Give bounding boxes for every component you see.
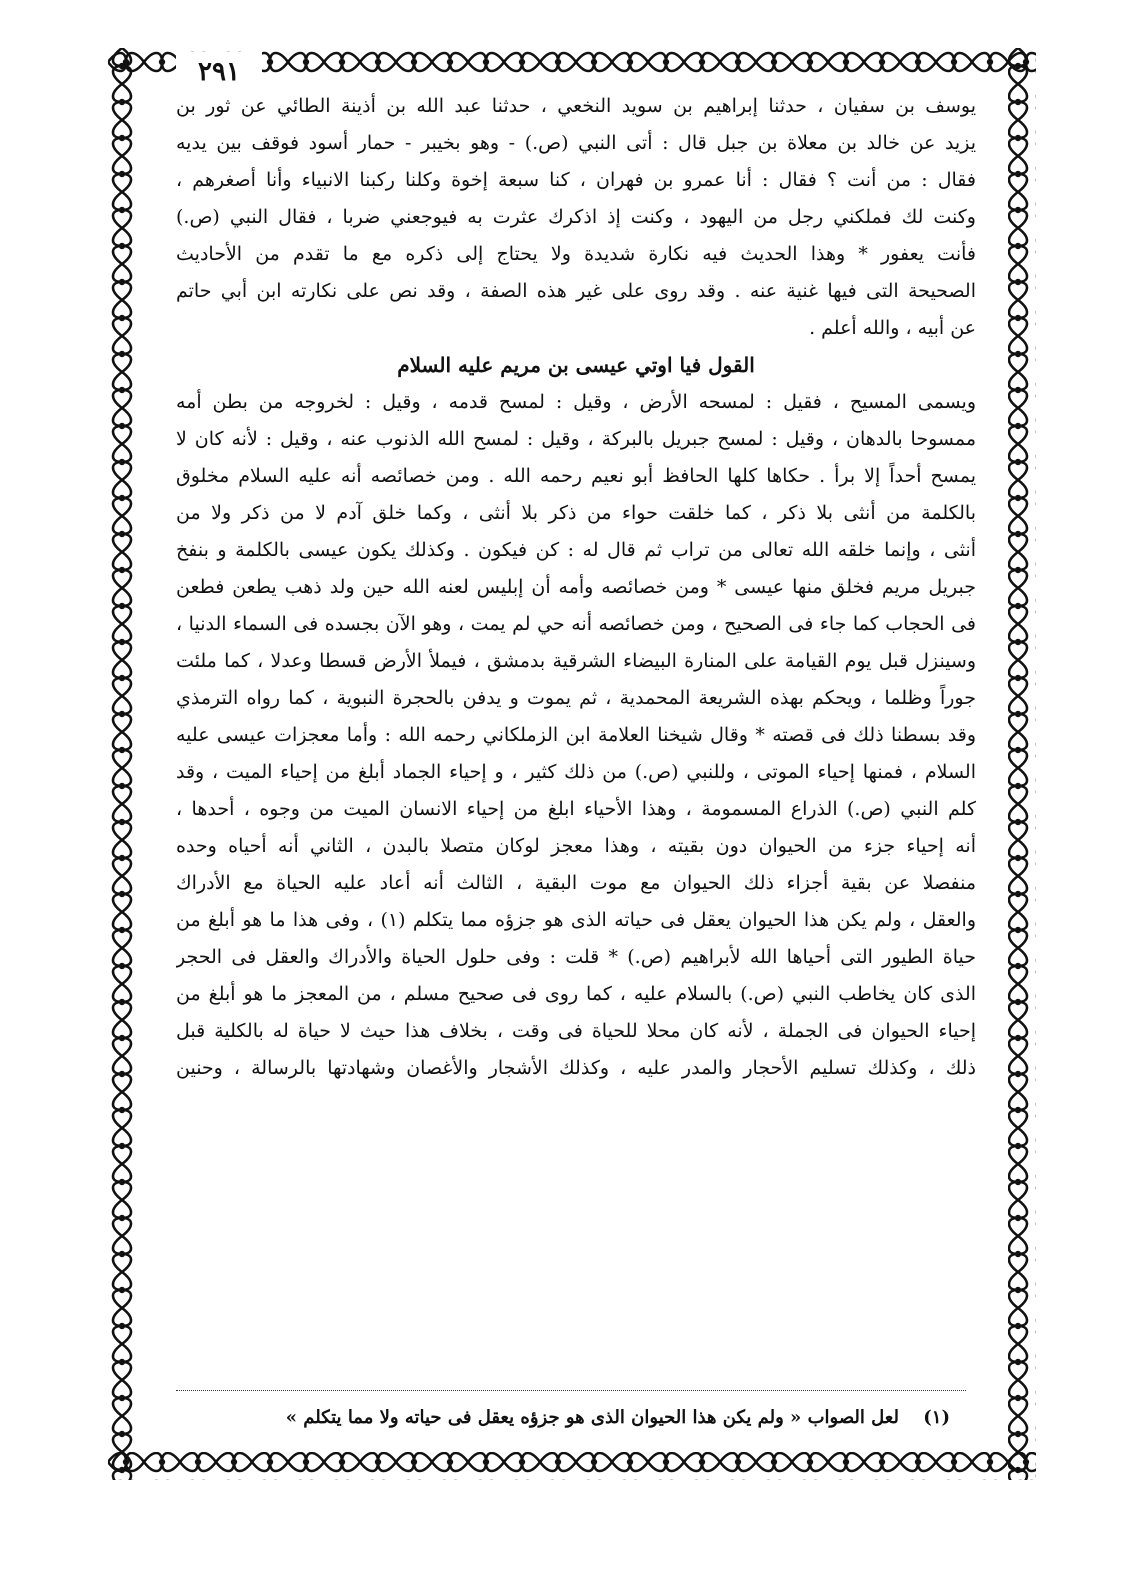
text-line: إحياء الحيوان فى الجملة ، لأنه كان محلا للحياة فى وقت ، بخلاف هذا حيث لا حياة له بالكلية قبل bbox=[176, 1020, 976, 1042]
text-line: فأنت يعفور * وهذا الحديث فيه نكارة شديدة ولا يحتاج إلى ذكره مع ما تقدم من الأحاديث bbox=[176, 243, 976, 265]
text-line: ممسوحا بالدهان ، وقيل : لمسح جبريل بالبركة ، وقيل : لمسح الله الذنوب عنه ، وقيل : لأنه كان لا bbox=[176, 428, 976, 450]
footnote-number: (١) bbox=[923, 1407, 950, 1428]
footnote-text: لعل الصواب « ولم يكن هذا الحيوان الذى هو جزؤه يعقل فى حياته ولا مما يتكلم » bbox=[285, 1407, 899, 1428]
text-line: والعقل ، ولم يكن هذا الحيوان يعقل فى حياته الذى هو جزؤه مما يتكلم (١) ، وفى هذا ما هو أبلغ من bbox=[176, 909, 976, 931]
text-line: ذلك ، وكذلك تسليم الأحجار والمدر عليه ، وكذلك الأشجار والأغصان وشهادتها بالرسالة ، وحنين bbox=[176, 1057, 976, 1079]
page-number: ٢٩١ bbox=[176, 52, 262, 92]
text-line: وكنت لك فملكني رجل من اليهود ، وكنت إذ اذكرك عثرت به فيوجعني ضربا ، فقال النبي (ص.) bbox=[176, 206, 976, 228]
text-line: يوسف بن سفيان ، حدثنا إبراهيم بن سويد النخعي ، حدثنا عبد الله بن أذينة الطائي عن ثور بن bbox=[176, 95, 976, 117]
text-line: ويسمى المسيح ، فقيل : لمسحه الأرض ، وقيل : لمسح قدمه ، وقيل : لخروجه من بطن أمه bbox=[176, 391, 976, 413]
footnote-separator bbox=[176, 1390, 966, 1391]
text-line: فى الحجاب كما جاء فى الصحيح ، ومن خصائصه أنه حي لم يمت ، وهو الآن بجسده فى السماء الدنيا ، bbox=[176, 613, 976, 635]
text-line: وسينزل قبل يوم القيامة على المنارة البيضاء الشرقية بدمشق ، فيملأ الأرض قسطا وعدلا ، كما ملئت bbox=[176, 650, 976, 672]
section-heading: القول فيا اوتي عيسى بن مريم عليه السلام bbox=[397, 353, 755, 377]
body-text bbox=[176, 88, 976, 1087]
text-line: السلام ، فمنها إحياء الموتى ، وللنبي (ص.) من ذلك كثير ، و إحياء الجماد أبلغ من إحياء الميت ، وقد bbox=[176, 761, 976, 783]
text-line: حياة الطيور التى أحياها الله لأبراهيم (ص.) * قلت : وفى حلول الحياة والأدراك والعقل فى الحجر bbox=[176, 946, 976, 968]
text-line: الذى كان يخاطب النبي (ص.) بالسلام عليه ، كما روى فى صحيح مسلم ، من المعجز ما هو أبلغ من bbox=[176, 983, 976, 1005]
text-line: أنه إحياء جزء من الحيوان دون بقيته ، وهذا معجز لوكان متصلا بالبدن ، الثاني أنه أحياه وحده bbox=[176, 835, 976, 857]
footnote bbox=[176, 1398, 966, 1438]
text-line: بالكلمة من أنثى بلا ذكر ، كما خلقت حواء من ذكر بلا أنثى ، وكما خلق آدم لا من ذكر ولا من bbox=[176, 502, 976, 524]
text-line: فقال : من أنت ؟ فقال : أنا عمرو بن فهران ، كنا سبعة إخوة وكلنا ركبنا الانبياء وأنا أصغرهم ، bbox=[176, 169, 976, 191]
text-line: الصحيحة التى فيها غنية عنه . وقد روى على غير هذه الصفة ، وقد نص على نكارته ابن أبي حاتم bbox=[176, 280, 976, 302]
text-line: يمسح أحداً إلا برأ . حكاها كلها الحافظ أبو نعيم رحمه الله . ومن خصائصه أنه عليه السلام مخلوق bbox=[176, 465, 976, 487]
text-line: كلم النبي (ص.) الذراع المسمومة ، وهذا الأحياء ابلغ من إحياء الانسان الميت من وجوه ، أحدها ، bbox=[176, 798, 976, 820]
text-line: عن أبيه ، والله أعلم . bbox=[809, 317, 976, 339]
text-line: جوراً وظلما ، ويحكم بهذه الشريعة المحمدية ، ثم يموت و يدفن بالحجرة النبوية ، كما رواه الترمذي bbox=[176, 687, 976, 709]
text-line: جبريل مريم فخلق منها عيسى * ومن خصائصه وأمه أن إبليس لعنه الله حين ولد ذهب يطعن فطعن bbox=[176, 576, 976, 598]
text-line: وقد بسطنا ذلك فى قصته * وقال شيخنا العلامة ابن الزملكاني رحمه الله : وأما معجزات عيسى عليه bbox=[176, 724, 976, 746]
text-line: أنثى ، وإنما خلقه الله تعالى من تراب ثم قال له : كن فيكون . وكذلك يكون عيسى بالكلمة و بنفخ bbox=[176, 539, 976, 561]
text-line: منفصلا عن بقية أجزاء ذلك الحيوان مع موت البقية ، الثالث أنه أعاد عليه الحياة مع الأدراك bbox=[176, 872, 976, 894]
text-line: يزيد عن خالد بن معلاة بن جبل قال : أتى النبي (ص.) - وهو بخيبر - حمار أسود فوقف بين يديه bbox=[176, 132, 976, 154]
